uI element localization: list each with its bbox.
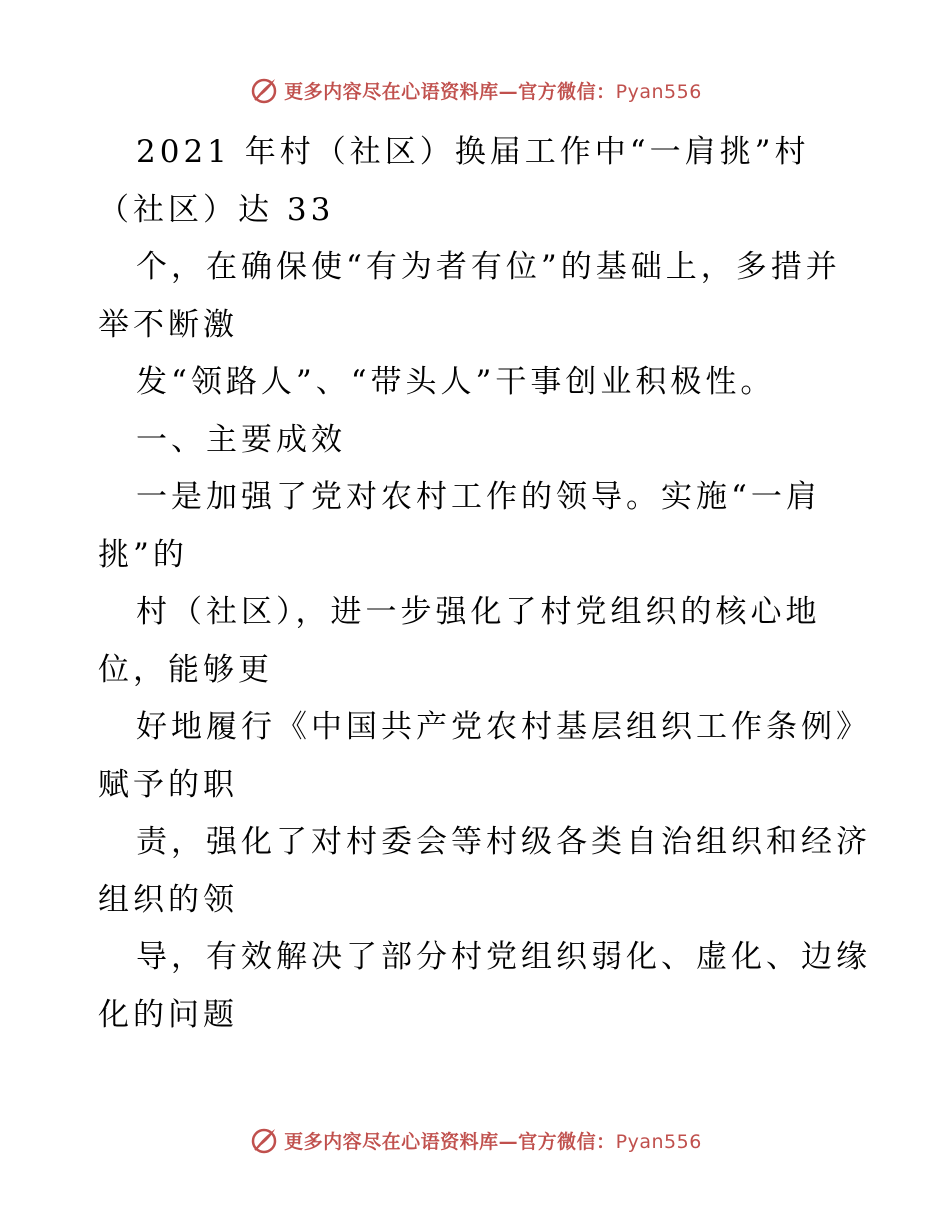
text-line: 发“领路人”、“带头人”干事创业积极性。	[136, 364, 776, 400]
wechat-id: Pyan556	[615, 80, 702, 103]
text-line: 2021 年村（社区）换届工作中“一肩挑”村	[136, 134, 810, 170]
text-line: 一是加强了党对农村工作的领导。实施“一肩	[136, 479, 821, 515]
text-line: （社区）达 33	[98, 191, 335, 228]
header-banner	[0, 70, 950, 110]
text-line: 村（社区），进一步强化了村党组织的核心地	[136, 594, 821, 630]
quill-logo-icon	[248, 1124, 280, 1156]
text-line: 赋予的职	[98, 766, 238, 803]
section-heading: 一、主要成效	[136, 421, 346, 458]
text-line: 个，在确保使“有为者有位”的基础上，多措并	[136, 249, 841, 285]
text-line: 导，有效解决了部分村党组织弱化、虚化、边缘	[136, 939, 871, 975]
wechat-id: Pyan556	[615, 1130, 702, 1153]
footer-banner	[0, 1120, 950, 1160]
banner-text: 更多内容尽在心语资料库—官方微信：	[284, 1130, 616, 1153]
text-line: 责，强化了对村委会等村级各类自治组织和经济	[136, 824, 871, 860]
text-line: 组织的领	[98, 881, 238, 918]
text-line: 挑”的	[98, 536, 188, 573]
text-line: 举不断激	[98, 306, 238, 343]
banner-text: 更多内容尽在心语资料库—官方微信：	[284, 80, 616, 103]
document-body	[98, 124, 871, 1044]
text-line: 好地履行《中国共产党农村基层组织工作条例》	[136, 709, 871, 745]
text-line: 位，能够更	[98, 651, 273, 688]
text-line: 化的问题	[98, 996, 238, 1033]
quill-logo-icon	[248, 74, 280, 106]
